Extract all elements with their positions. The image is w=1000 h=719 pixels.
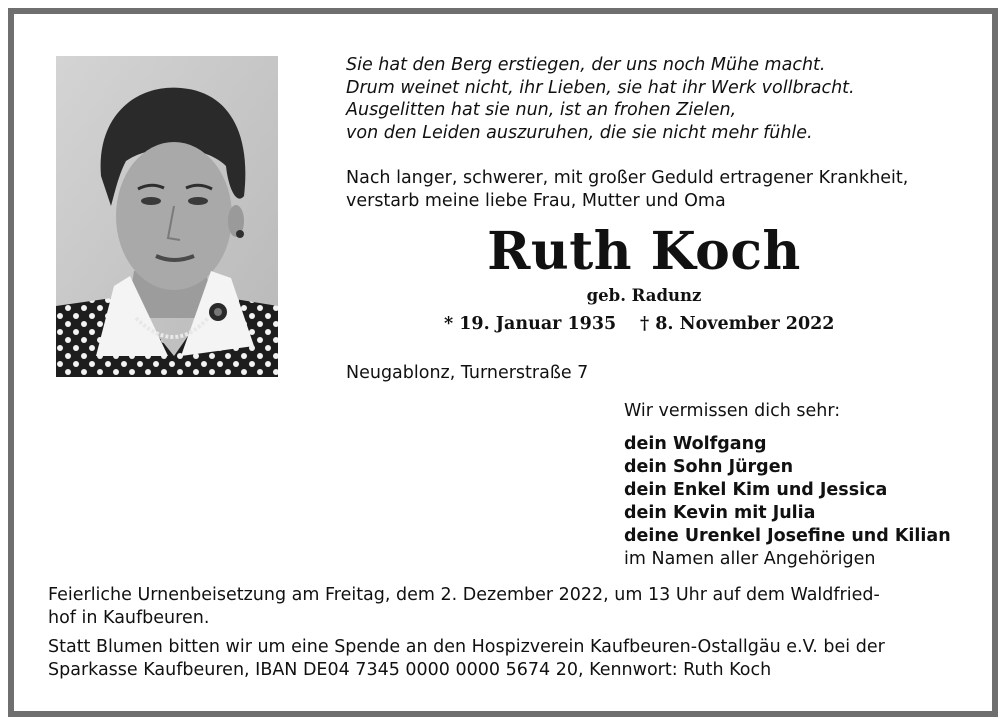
- deceased-name: Ruth Koch: [487, 221, 801, 282]
- life-dates: [444, 314, 844, 334]
- mourner-name: deine Urenkel Josefine und Kilian: [624, 526, 951, 546]
- maiden-name: geb. Radunz: [586, 286, 702, 305]
- funeral-line: Feierliche Urnenbeisetzung am Freitag, dem 2. Dezember 2022, um 13 Uhr auf dem Waldfried-: [48, 585, 880, 605]
- donation-notice: [48, 636, 885, 681]
- mourner-name: dein Sohn Jürgen: [624, 457, 794, 477]
- poem-line: Ausgelitten hat sie nun, ist an frohen Zielen,: [346, 100, 737, 120]
- mourner-name: dein Kevin mit Julia: [624, 503, 816, 523]
- portrait-illustration: [56, 56, 278, 377]
- obituary-frame: [8, 8, 998, 717]
- donation-line: Statt Blumen bitten wir um eine Spende an den Hospizverein Kaufbeuren-Ostallgäu e.V. bei der: [48, 637, 885, 657]
- intro-line: Nach langer, schwerer, mit großer Geduld ertragener Krankheit,: [346, 168, 909, 188]
- portrait-photo: [56, 56, 278, 377]
- mourner-name: dein Enkel Kim und Jessica: [624, 480, 888, 500]
- mourner-name: dein Wolfgang: [624, 434, 767, 454]
- funeral-notice: [48, 584, 880, 629]
- intro-line: verstarb meine liebe Frau, Mutter und Oma: [346, 190, 726, 211]
- poem: [346, 54, 855, 144]
- poem-line: von den Leiden auszuruhen, die sie nicht mehr fühle.: [346, 122, 813, 143]
- death-date: † 8. November 2022: [640, 314, 835, 334]
- mourners-closing: im Namen aller Angehörigen: [624, 549, 876, 569]
- funeral-line: hof in Kaufbeuren.: [48, 607, 210, 628]
- donation-line: Sparkasse Kaufbeuren, IBAN DE04 7345 0000 0000 5674 20, Kennwort: Ruth Koch: [48, 659, 772, 680]
- birth-date: * 19. Januar 1935: [444, 314, 617, 334]
- death-announcement: [346, 167, 908, 212]
- address: Neugablonz, Turnerstraße 7: [346, 363, 589, 383]
- mourners-intro: Wir vermissen dich sehr:: [624, 401, 841, 421]
- mourners-list: [624, 400, 951, 571]
- poem-line: Drum weinet nicht, ihr Lieben, sie hat ihr Werk vollbracht.: [346, 77, 855, 98]
- poem-line: Sie hat den Berg erstiegen, der uns noch Mühe macht.: [346, 55, 826, 75]
